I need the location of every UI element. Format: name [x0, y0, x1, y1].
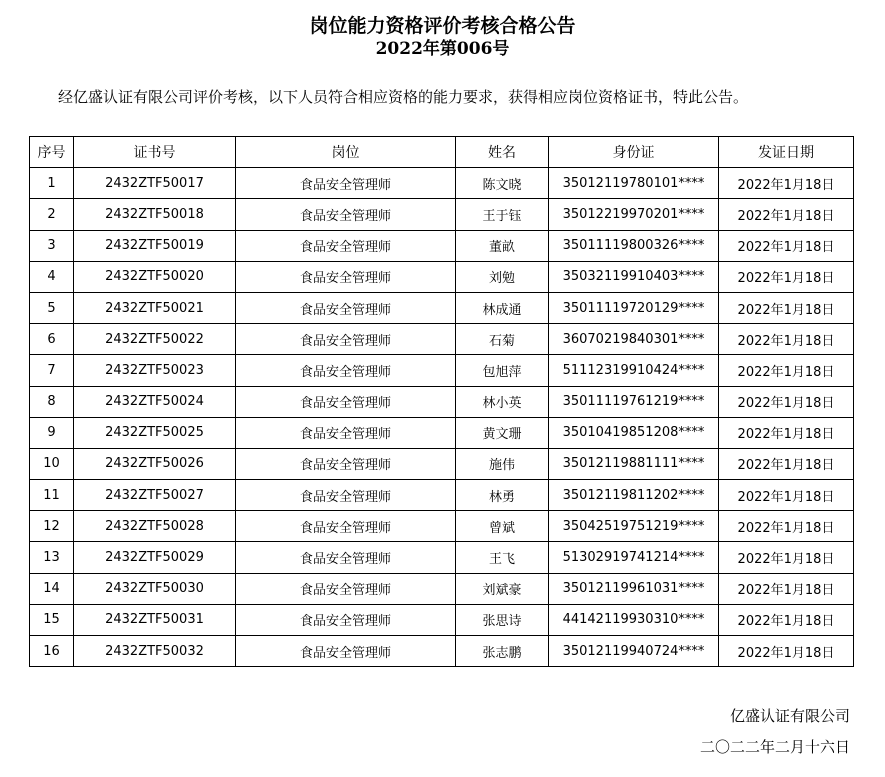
cell-cert-no: 2432ZTF50030 [74, 573, 236, 604]
cell-seq: 1 [30, 168, 74, 199]
cell-name: 董畝 [456, 230, 549, 261]
cell-name: 林成通 [456, 292, 549, 323]
cell-name: 张思诗 [456, 604, 549, 635]
table-row [30, 511, 854, 542]
cell-issue-date: 2022年1月18日 [719, 230, 854, 261]
column-header-seq: 序号 [30, 137, 74, 168]
cell-issue-date: 2022年1月18日 [719, 448, 854, 479]
cell-cert-no: 2432ZTF50027 [74, 480, 236, 511]
column-header-cert-no: 证书号 [74, 137, 236, 168]
cell-post: 食品安全管理师 [236, 230, 456, 261]
cell-id-number: 35010419851208**** [549, 417, 719, 448]
cell-seq: 11 [30, 480, 74, 511]
cell-cert-no: 2432ZTF50023 [74, 355, 236, 386]
table-row [30, 168, 854, 199]
cell-name: 陈文晓 [456, 168, 549, 199]
table-row [30, 355, 854, 386]
cell-cert-no: 2432ZTF50031 [74, 604, 236, 635]
issuer-name: 亿盛认证有限公司 [729, 707, 850, 725]
cell-post: 食品安全管理师 [236, 480, 456, 511]
table-row [30, 480, 854, 511]
cell-id-number: 51112319910424**** [549, 355, 719, 386]
cell-post: 食品安全管理师 [236, 324, 456, 355]
cell-post: 食品安全管理师 [236, 604, 456, 635]
cell-issue-date: 2022年1月18日 [719, 292, 854, 323]
cell-seq: 12 [30, 511, 74, 542]
table-row [30, 261, 854, 292]
cell-issue-date: 2022年1月18日 [719, 168, 854, 199]
table-row [30, 636, 854, 667]
cell-name: 王飞 [456, 542, 549, 573]
cell-post: 食品安全管理师 [236, 573, 456, 604]
cell-cert-no: 2432ZTF50017 [74, 168, 236, 199]
table-row [30, 573, 854, 604]
cell-post: 食品安全管理师 [236, 448, 456, 479]
cell-id-number: 35012119940724**** [549, 636, 719, 667]
cell-name: 石菊 [456, 324, 549, 355]
issue-date: 二〇二二年二月十六日 [699, 738, 850, 756]
cell-name: 刘斌豪 [456, 573, 549, 604]
cell-id-number: 35042519751219**** [549, 511, 719, 542]
cell-issue-date: 2022年1月18日 [719, 355, 854, 386]
cell-name: 王于钰 [456, 199, 549, 230]
cell-id-number: 35011119761219**** [549, 386, 719, 417]
table-header-row [30, 137, 854, 168]
cell-cert-no: 2432ZTF50020 [74, 261, 236, 292]
cell-seq: 9 [30, 417, 74, 448]
cell-issue-date: 2022年1月18日 [719, 636, 854, 667]
cell-id-number: 35012119881111**** [549, 448, 719, 479]
cell-cert-no: 2432ZTF50019 [74, 230, 236, 261]
cell-seq: 6 [30, 324, 74, 355]
cell-post: 食品安全管理师 [236, 417, 456, 448]
cell-seq: 7 [30, 355, 74, 386]
cell-issue-date: 2022年1月18日 [719, 573, 854, 604]
cell-id-number: 44142119930310**** [549, 604, 719, 635]
cell-name: 林小英 [456, 386, 549, 417]
cell-seq: 3 [30, 230, 74, 261]
cell-seq: 5 [30, 292, 74, 323]
cell-name: 刘勉 [456, 261, 549, 292]
cell-id-number: 35011119720129**** [549, 292, 719, 323]
cell-id-number: 35011119800326**** [549, 230, 719, 261]
table-body [30, 168, 854, 667]
cell-name: 施伟 [456, 448, 549, 479]
cell-seq: 14 [30, 573, 74, 604]
announcement-number: 2022年第006号 [375, 39, 510, 59]
cell-issue-date: 2022年1月18日 [719, 324, 854, 355]
cell-id-number: 35032119910403**** [549, 261, 719, 292]
certificate-table [29, 136, 854, 667]
cell-post: 食品安全管理师 [236, 355, 456, 386]
cell-id-number: 35012119961031**** [549, 573, 719, 604]
column-header-post: 岗位 [236, 137, 456, 168]
column-header-id-number: 身份证 [549, 137, 719, 168]
table-row [30, 542, 854, 573]
column-header-name: 姓名 [456, 137, 549, 168]
cell-post: 食品安全管理师 [236, 511, 456, 542]
cell-issue-date: 2022年1月18日 [719, 199, 854, 230]
cell-cert-no: 2432ZTF50018 [74, 199, 236, 230]
cell-id-number: 51302919741214**** [549, 542, 719, 573]
cell-cert-no: 2432ZTF50024 [74, 386, 236, 417]
cell-seq: 4 [30, 261, 74, 292]
cell-id-number: 35012119811202**** [549, 480, 719, 511]
cell-post: 食品安全管理师 [236, 386, 456, 417]
cell-seq: 15 [30, 604, 74, 635]
cell-seq: 8 [30, 386, 74, 417]
cell-cert-no: 2432ZTF50022 [74, 324, 236, 355]
cell-post: 食品安全管理师 [236, 261, 456, 292]
cell-seq: 2 [30, 199, 74, 230]
cell-id-number: 35012119780101**** [549, 168, 719, 199]
cell-cert-no: 2432ZTF50028 [74, 511, 236, 542]
cell-name: 林勇 [456, 480, 549, 511]
cell-seq: 10 [30, 448, 74, 479]
cell-name: 包旭萍 [456, 355, 549, 386]
cell-post: 食品安全管理师 [236, 168, 456, 199]
cell-issue-date: 2022年1月18日 [719, 417, 854, 448]
cell-cert-no: 2432ZTF50025 [74, 417, 236, 448]
table-row [30, 417, 854, 448]
table-row [30, 386, 854, 417]
cell-name: 张志鹏 [456, 636, 549, 667]
table-row [30, 199, 854, 230]
cell-issue-date: 2022年1月18日 [719, 542, 854, 573]
cell-post: 食品安全管理师 [236, 292, 456, 323]
cell-issue-date: 2022年1月18日 [719, 480, 854, 511]
cell-issue-date: 2022年1月18日 [719, 261, 854, 292]
cell-cert-no: 2432ZTF50029 [74, 542, 236, 573]
cell-issue-date: 2022年1月18日 [719, 386, 854, 417]
table-row [30, 292, 854, 323]
cell-name: 曾斌 [456, 511, 549, 542]
cell-id-number: 36070219840301**** [549, 324, 719, 355]
cell-issue-date: 2022年1月18日 [719, 604, 854, 635]
table-row [30, 604, 854, 635]
table-row [30, 324, 854, 355]
intro-paragraph: 经亿盛认证有限公司评价考核，以下人员符合相应资格的能力要求，获得相应岗位资格证书，特此公告。 [58, 88, 749, 106]
cell-seq: 16 [30, 636, 74, 667]
announcement-title: 岗位能力资格评价考核合格公告 [309, 15, 576, 37]
table-row [30, 230, 854, 261]
cell-post: 食品安全管理师 [236, 199, 456, 230]
column-header-issue-date: 发证日期 [719, 137, 854, 168]
cell-cert-no: 2432ZTF50021 [74, 292, 236, 323]
cell-post: 食品安全管理师 [236, 636, 456, 667]
cell-seq: 13 [30, 542, 74, 573]
cell-cert-no: 2432ZTF50026 [74, 448, 236, 479]
cell-id-number: 35012219970201**** [549, 199, 719, 230]
cell-name: 黄文珊 [456, 417, 549, 448]
cell-issue-date: 2022年1月18日 [719, 511, 854, 542]
table-row [30, 448, 854, 479]
cell-cert-no: 2432ZTF50032 [74, 636, 236, 667]
cell-post: 食品安全管理师 [236, 542, 456, 573]
